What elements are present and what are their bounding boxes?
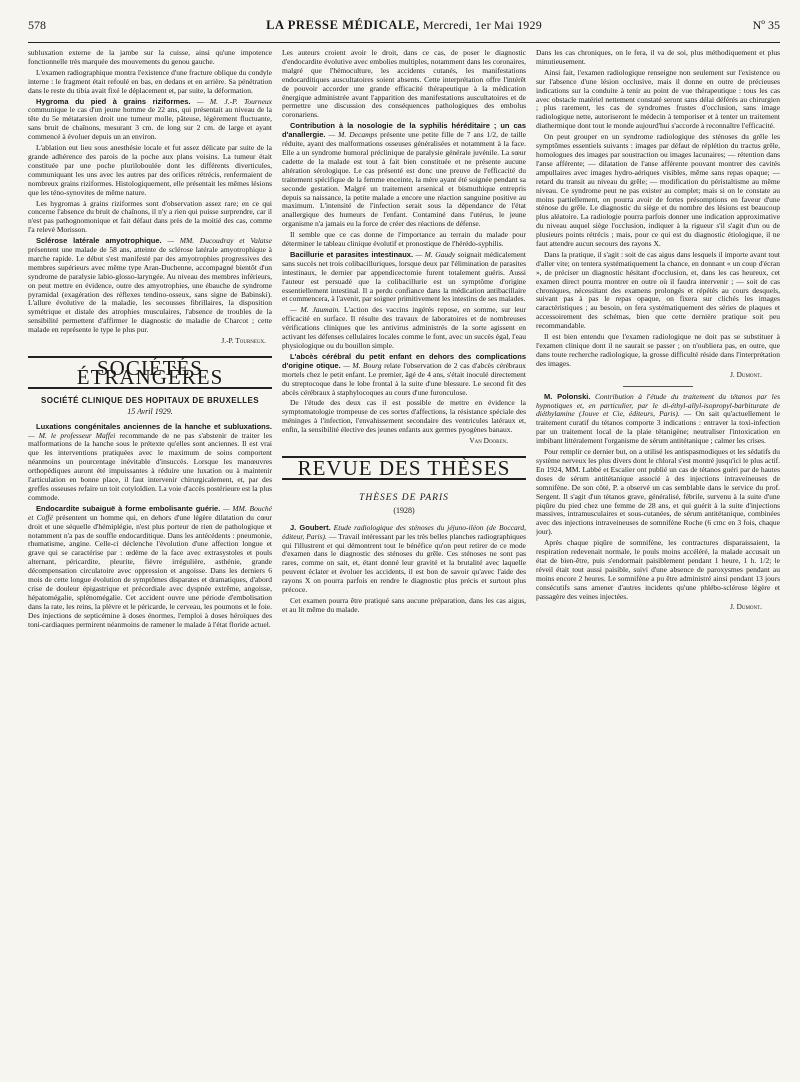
- signature: J. Dumont.: [730, 602, 762, 612]
- article-title: Sclérose latérale amyotrophique.: [36, 236, 162, 246]
- paragraph: On peut grouper en un syndrome radiologique des sténoses du grêle les symptômes essentiels suivants : images par défaut de réplétion du tractus grêle, homologues des images par soustraction ou images lacunaires; — rétention dans l'anse afférente; — dilatation de l'anse afférente pouvant montrer des cavités ampullaires avec images hydro-aériques visibles, même sans repas opaque; — retard du transit au niveau du grêle; — modification du péristaltisme au même niveau. Ce syndrome peut ne pas exister au complet; mais si on le constate au moins partiellement, on pourra avoir de fortes présomptions en faveur d'une sténose du grêle. Le diagnostic du siège et du nombre des lésions est beaucoup plus aléatoire. La radiologie pourra parfois donner une indication approximative du niveau auquel siège l'occlusion, indiquer à la rigueur s'il s'agit d'un ou de plusieurs points rétrécis ; mais, pour ce qui est du diagnostic étiologique, il ne faut attendre aucun secours des rayons X.: [536, 132, 780, 249]
- paragraph: Cet examen pourra être pratiqué sans aucune préparation, dans les cas aigus, et au lit même du malade.: [282, 595, 526, 614]
- paragraph: De l'étude des deux cas il est possible de mettre en évidence la symptomatologie trompeuse de ces sortes d'affections, la résistance spéciale des méninges à l'infection, l'envahissement secondaire des ventricules latéraux et, enfin, la sensibilité élective des jeunes enfants aux germes pyogènes banaux.: [282, 398, 526, 435]
- article-author: M. Polonski.: [544, 391, 591, 401]
- article-luxations: [28, 423, 272, 503]
- page-number: 578: [28, 18, 46, 32]
- article-author: — M. Jaumain.: [290, 305, 341, 315]
- article-hygroma: [28, 98, 272, 143]
- article-sclerose: [28, 237, 272, 335]
- article-title: Luxations congénitales anciennes de la hanche et subluxations.: [36, 421, 272, 431]
- paragraph: Dans les cas chroniques, on le fera, il va de soi, plus méthodiquement et plus minutieusement.: [536, 49, 780, 66]
- paragraph: Les auteurs croient avoir le droit, dans ce cas, de poser le diagnostic d'endocardite évolutive avec embolies multiples, notamment dans les coronaires, malgré que l'hémoculture, les accidents cutanés, les manifestations endocarditiques auscultatoires soient absents. Cette interprétation offre l'intérêt de pouvoir accorder une grande efficacité thérapeutique à la médication énergique administrée avant l'apparition des manifestations auscultatoires et de permettre une discussion des conséquences pathologiques des embolus coronariens.: [282, 49, 526, 120]
- article-author: — MM. Bouché et Coffé: [28, 503, 272, 522]
- column-1: [28, 49, 272, 1069]
- article-title: Hygroma du pied à grains riziformes.: [36, 96, 191, 106]
- article-text: soignait médicalement sans succès net trois colibacilluriques, lorsque deux par l'élimination de parasites intestinaux, le dernier par appendicectomie furent totalement guéris. Aussi l'auteur est persuadé que la colibacillurie est un symptôme d'origine essentiellement intestinal. Il a perdu confiance dans la médication antibacillaire et commencera, à l'avenir, par soigner primitivement les intestins de ses malades.: [282, 249, 526, 304]
- article-author: — M. Bourg: [343, 360, 382, 370]
- section-title-text: SOCIÉTÉS ÉTRANGÈRES: [76, 356, 224, 389]
- society-name: SOCIÉTÉ CLINIQUE DES HOPITAUX DE BRUXELLES: [40, 395, 259, 405]
- article-text: L'action des vaccins ingérés repose, en somme, sur leur efficacité en surface. Il résulte des travaux de laboratoires et de nombreuses vérifications cliniques que les antivirus administrés de la sorte agissent en activant les défenses cellulaires locales comme le font, avec un succès égal, l'eau physiologique ou du bouillon simple.: [282, 305, 526, 350]
- article-text: relate l'observation de 2 cas d'abcès cérébraux mortels chez le petit enfant. Le premier, âgé de 4 ans, s'était inoculé directement du streptocoque dans le lobe frontal à la suite d'une blessure. Le second fit des abcès cérébraux à staphylocoques au cours d'une furonculose.: [282, 360, 526, 397]
- columns: [28, 49, 780, 1069]
- article-author: — M. Gaudy: [415, 249, 456, 259]
- paragraph: Après chaque piqûre de somnifène, les contractures disparaissaient, la respiration redevenait normale, le pouls moins accéléré, la malade accusait un état de bien-être, puis s'endormait paisiblement pendant 1 heure, 1 h. 1/2; le réveil était tout aussi paisible, suivi d'une absence de paroxysmes pendant au moins encore 2 heures. Le somnifène a pu être administré ainsi pendant 13 jours consécutifs sans amener d'autres incidents qu'une phlébo-sclérose légère et passagère des veines injectées.: [536, 538, 780, 601]
- article-title: Contribution à l'étude du traitement du tétanos par les hypnotiques et, en particulier, par le di-éthyl-allyl-isopropyl-barbiturate de diéthylamine (Jouve et Cie, éditeurs, Paris).: [536, 391, 780, 419]
- journal-title-line: [68, 18, 740, 33]
- issue-number: Nº 35: [752, 18, 780, 32]
- article-polonski: [536, 393, 780, 446]
- paragraph: Dans la pratique, il s'agit : soit de cas aigus dans lesquels il importe avant tout d'aller vite; on tentera systématiquement la chance, en donnant « un coup d'écran », de préciser un diagnostic hésitant d'occlusion, et, dans les cas heureux, cet examen direct pourra montrer en outre où il faudra intervenir ; — soit de cas chroniques, nécessitant des examens prolongés et répétés au cours desquels, suivant pas à pas le repas opaque, on fixera sur clichés les images caractéristiques ; au besoin, on fera systématiquement des séries de plaques et accessoirement des schémas, bien que cette dernière pratique soit peu recommandable.: [536, 249, 780, 331]
- paragraph: L'examen radiographique montra l'existence d'une fracture oblique du condyle interne : le fragment était refoulé en bas, en dedans et en arrière. Sa pénétration dans le reste du tibia avait fixé le déplacement et, par suite, la déformation.: [28, 67, 272, 95]
- signature: J.-P. Tourneux.: [221, 336, 266, 346]
- paragraph: L'ablation eut lieu sous anesthésie locale et fut assez délicate par suite de la grande adhérence des parois de la poche aux plans voisins. La tumeur était constituée par une poche pluriloboulée dont les différents diverticules, communiquant les uns avec les autres par des orifices rétrécis, renfermaient de nombreux grains riziformes. Histologiquement, elle présentait les mêmes lésions que les téno-synovites de même nature.: [28, 143, 272, 197]
- signature: Van Dooren.: [469, 436, 508, 446]
- article-goubert: [282, 524, 526, 595]
- article-author: — MM. Ducoudray et Valatse: [167, 236, 272, 246]
- article-text: — Travail intéressant par les très belles planches radiographiques qui l'illustrent et qui démontrent tout le bénéfice qu'on peut retirer de ce mode d'examen dans le diagnostic des sténoses du grêle. Ces sténoses ne sont pas rares, comme on sait, et, étant donné leur gravité et la brutalité avec laquelle peuvent éclater et évoluer les accidents, il est bon de savoir qu'avec l'aide des rayons X on pourra parfois en rendre le diagnostic plus précis et surtout plus précoce.: [282, 531, 526, 595]
- theses-subtitle: THÈSES DE PARIS: [359, 492, 449, 503]
- section-title: [282, 456, 526, 480]
- theses-year: (1928): [393, 505, 415, 515]
- paragraph: Pour remplir ce dernier but, on a utilisé les antispasmodiques et les sédatifs du système nerveux les plus divers dont le chloral s'est montré jusqu'ici le plus actif. En 1924, MM. Labbé et Escalier ont publié un cas de tétanos guéri par de hautes doses de sérum antitétanique associé à des injections intraveineuses de somnifène. De son côté, P. a observé un cas semblable dans le service du prof. Sergent. Il s'agit d'un tétanos grave, généralisé, fébrile, survenu à la suite d'une piqûre du pied chez une femme de 28 ans, et qui guérit à la suite d'injections massives, intramusculaires et sous-cutanées, de sérum antitétanique, combinées avec des injections intraveineuses de somnifène Roche (6 cmc en 3 fois, chaque jour).: [536, 447, 780, 537]
- paragraph: subluxation externe de la jambe sur la cuisse, ainsi qu'une impotence fonctionnelle très marquée des mouvements du genou gauche.: [28, 49, 272, 66]
- article-author: — M. Decamps: [328, 130, 378, 140]
- article-endocardite: [28, 505, 272, 630]
- section-title: [28, 356, 272, 389]
- article-text: présentent un homme qui, en dehors d'une légère dilatation du cœur droit et une séquelle d'hémiplégie, n'est plus porteur de rien de pathologique et notamment n'a pas de souffle endocarditique. Dans les antécédents : pneumonie, rhumatisme, angine. Celle-ci déclenche l'évolution d'une affection longue et grave qui se caractérise par : œdème de la face avec extrasystoles et pouls alternant, péricardite, pleurite, fièvre irrégulière, asthénie, grande décompensation circulatoire avec oppression et angoisse. Dans les derniers 6 mois de cette longue évolution de symptômes disparates et dramatiques, d'abord crise de douleur épigastrique et précordiale avec dyspnée extrême, angoisse, hépatomégalie, splénomégalie. Cet accident ouvre une période d'embolisation dans la rate, les reins, la plèvre et le péricarde, le cerveau, les poumons et le foie. Des injections de septicémine à doses énormes, l'emploi à doses héroïques des toni-cardiaques permirent néanmoins de ramener le malade à l'état floride actuel.: [28, 512, 272, 629]
- article-title: Contribution à la nosologie de la syphilis héréditaire ; un cas d'anallergie.: [282, 121, 526, 140]
- article-abces: [282, 353, 526, 398]
- issue-date: Mercredi, 1er Mai 1929: [422, 18, 542, 32]
- article-text: présentent une malade de 58 ans, atteinte de sclérose latérale amyotrophique à marche rapide. Le début s'est manifesté par des amyotrophies progressives des membres supérieurs avec même type Aran-Duchenne, accompagné bientôt d'un syndrome de paralysie labio-glosso-laryngée. Au niveau des membres inférieurs, on peut mettre en évidence, outre des amyotrophies, une ébauche de syndrome pyramidal (exagération des réflexes tendino-osseux, sans signe de Babinski). L'allure évolutive de la maladie, les secousses fibrillaires, la disposition symétrique et distale des atrophies musculaires, l'absence de troubles de la sensibilité permettent d'affirmer le diagnostic de maladie de Charcot ; cette malade en représente le type le plus pur.: [28, 245, 272, 335]
- section-title-text: REVUE DES THÈSES: [297, 455, 511, 480]
- paragraph: Il semble que ce cas donne de l'importance au terrain du malade pour déterminer le tableau clinique évolutif et pronostique de l'hérédo-syphilis.: [282, 230, 526, 249]
- article-title: Etude radiologique des sténoses du jéjuno-iléon (de Boccard, éditeur, Paris).: [282, 522, 526, 541]
- article-bacillurie: [282, 251, 526, 304]
- article-text: communique le cas d'un jeune homme de 22 ans, qui présentait au niveau de la tête du 5e métatarsien droit une tumeur molle, pâteuse, légèrement fluctuante, sans bruit de chaînons, mesurant 3 cm. de long sur 2 cm. de large et ayant commencé à évoluer depuis un an environ.: [28, 105, 272, 142]
- article-author: J. Goubert.: [290, 522, 331, 532]
- column-3: [536, 49, 780, 1069]
- paragraph: Les hygromas à grains riziformes sont d'observation assez rare; en ce qui concerne l'absence du bruit de chaînons, il n'y a rien qui puisse surprendre, car il n'est pas pathognomonique et fait défaut dans près de la moitié des cas, comme l'a relevé Morisson.: [28, 198, 272, 235]
- article-author: — M. le professeur Maffei: [28, 430, 116, 440]
- article-jaumain: [282, 306, 526, 351]
- page: [28, 18, 780, 1074]
- society-date: 15 Avril 1929.: [127, 406, 173, 416]
- article-title: Endocardite subaiguë à forme embolisante guérie.: [36, 503, 221, 513]
- running-header: [28, 18, 780, 43]
- article-title: Bacillurie et parasites intestinaux.: [290, 249, 414, 259]
- article-text: recommande de ne pas s'abstenir de traiter les malformations de la hanche sous le prétexte qu'elles sont anciennes. Il est vrai que les interventions pratiquées avec le maximum de soins comportent néanmoins un pourcentage inévitable d'insuccès. Lorsque les manœuvres orthopédiques auront été impuissantes à réduire une luxation ou à maintenir l'articulation en bonne place, il faut intervenir chirurgicalement, et, par des greffes osseuses refaire un toit cotyloïdien. La voie d'accès postérieure est la plus commode.: [28, 430, 272, 502]
- paragraph: Ainsi fait, l'examen radiologique renseigne non seulement sur l'existence ou sur l'absence d'une lésion occlusive, mais il donne en outre de précieuses indications sur la conduite à tenir au point de vue thérapeutique : tous les cas avec obstacle matériel nettement constaté seront sans délai déférés au chirurgien ; plus rarement, les cas de syndromes frustes d'occlusion, sans image radiologique nette, autoriseront le médecin à temporiser et à tenter un traitement diathermique dont tout le monde aujourd'hui s'accorde à reconnaître l'efficacité.: [536, 67, 780, 131]
- signature: J. Dumont.: [730, 369, 762, 379]
- article-syphilis: [282, 122, 526, 229]
- article-text: présente une petite fille de 7 ans 1/2, de taille réduite, ayant des malformations osseuses généralisées et notamment à la face. Elle a un syndrome humoral préclinique de paralysie générale juvénile. La sœur cadette de la malade est tout à fait bien constituée et ne présente aucune altération sérologique. Le cas présenté est donc une preuve de l'efficacité du traitement spécifique de la femme enceinte, la mère ayant été soignée pendant sa seconde gestation. Malgré un traitement arsenical et bismuthique entrepris depuis sa naissance, la petite malade a encore une réaction sanguine positive au maximum. L'intensité de l'infection serait sous la dépendance de l'état anallergique des humeurs de l'enfant. Contaminé dans l'utérus, le jeune organisme n'a jamais eu la force de créer des réactions de défense.: [282, 130, 526, 229]
- divider: [623, 386, 693, 387]
- journal-name: LA PRESSE MÉDICALE,: [266, 18, 420, 32]
- article-text: — On sait qu'actuellement le traitement curatif du tétanos comporte 3 indications : entraver la toxi-infection par un traitement local de la plaie tétanigène; neutraliser l'intoxication en imbibant littéralement l'organisme de sérum antitétanique ; calmer les crises.: [536, 409, 780, 446]
- article-title: L'abcès cérébral du petit enfant en dehors des complications d'origine otique.: [282, 351, 526, 370]
- article-author: — M. J.-P. Tourneux: [196, 96, 272, 106]
- paragraph: Il est bien entendu que l'examen radiologique ne doit pas se substituer à l'examen clinique dont il ne saurait se passer ; on n'oubliera pas, en outre, que dans toute recherche radiologique, la grosse difficulté réside dans l'interprétation des images.: [536, 332, 780, 368]
- column-2: [282, 49, 526, 1069]
